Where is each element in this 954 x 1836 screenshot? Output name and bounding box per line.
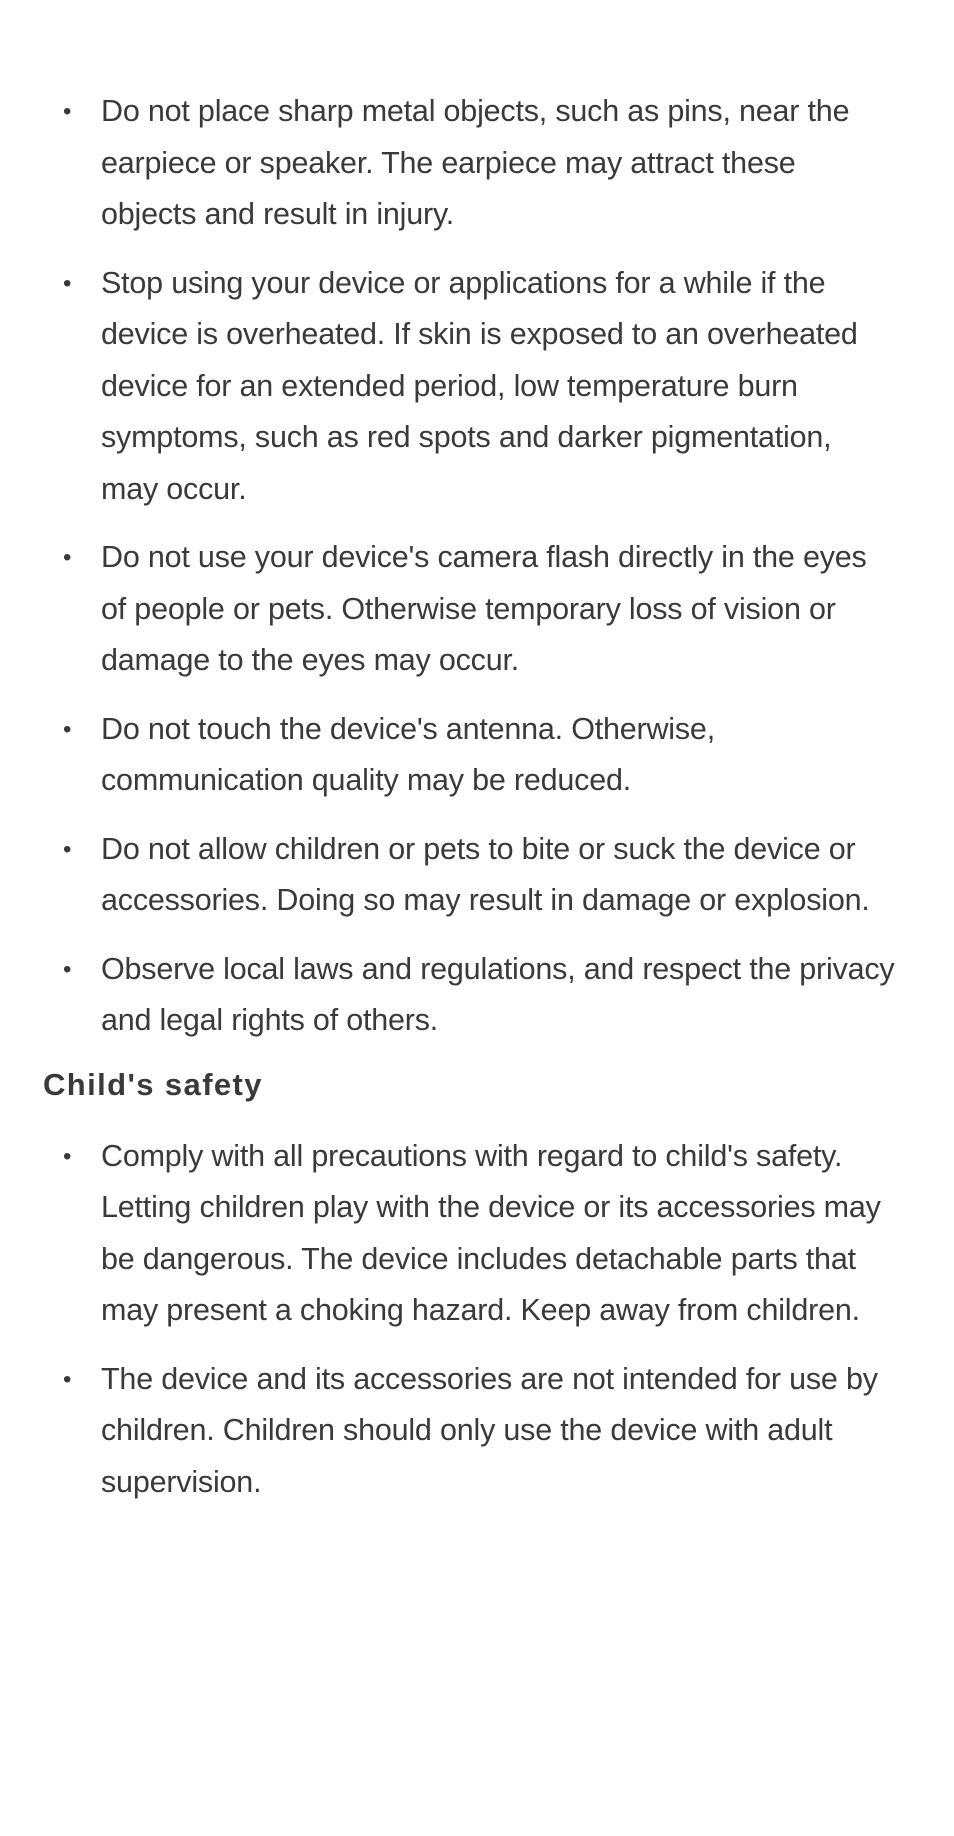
list-item-text: Do not touch the device's antenna. Otherwise, communication quality may be reduced. (101, 711, 715, 797)
list-item-text: Do not place sharp metal objects, such as pins, near the earpiece or speaker. The earpiece may attract these objects and result in injury. (101, 94, 850, 231)
list-item-text: Comply with all precautions with regard to child's safety. Letting children play with the device or its accessories may be dangerous. The device includes detachable parts that may present a choking hazard. Keep away from children. (101, 1138, 881, 1327)
list-item (43, 704, 896, 807)
bullet-icon: • (63, 1365, 72, 1393)
bullet-icon: • (63, 835, 72, 863)
list-item-text: Do not use your device's camera flash directly in the eyes of people or pets. Otherwise temporary loss of vision or damage to the eyes may occur. (101, 540, 867, 677)
bullet-icon: • (63, 715, 72, 743)
precautions-list (43, 86, 896, 1047)
list-item (43, 258, 896, 516)
list-item (43, 824, 896, 927)
list-item-text: Do not allow children or pets to bite or suck the device or accessories. Doing so may result in damage or explosion. (101, 831, 870, 917)
bullet-icon: • (63, 955, 72, 983)
section-heading-child-safety: Child's safety (43, 1066, 263, 1102)
list-item-text: Observe local laws and regulations, and respect the privacy and legal rights of others. (101, 951, 895, 1037)
list-item (43, 944, 896, 1047)
bullet-icon: • (63, 269, 72, 297)
child-safety-list (43, 1131, 896, 1509)
list-item (43, 532, 896, 687)
list-item (43, 1131, 896, 1337)
list-item (43, 86, 896, 241)
bullet-icon: • (63, 1142, 72, 1170)
bullet-icon: • (63, 98, 72, 125)
bullet-icon: • (63, 544, 72, 571)
list-item-text: The device and its accessories are not intended for use by children. Children should only use the device with adult supervision. (101, 1361, 878, 1499)
list-item (43, 1354, 896, 1509)
list-item-text: Stop using your device or applications for a while if the device is overheated. If skin is exposed to an overheated device for an extended period, low temperature burn symptoms, such as red spots and darker pigmentation, may occur. (101, 265, 858, 506)
